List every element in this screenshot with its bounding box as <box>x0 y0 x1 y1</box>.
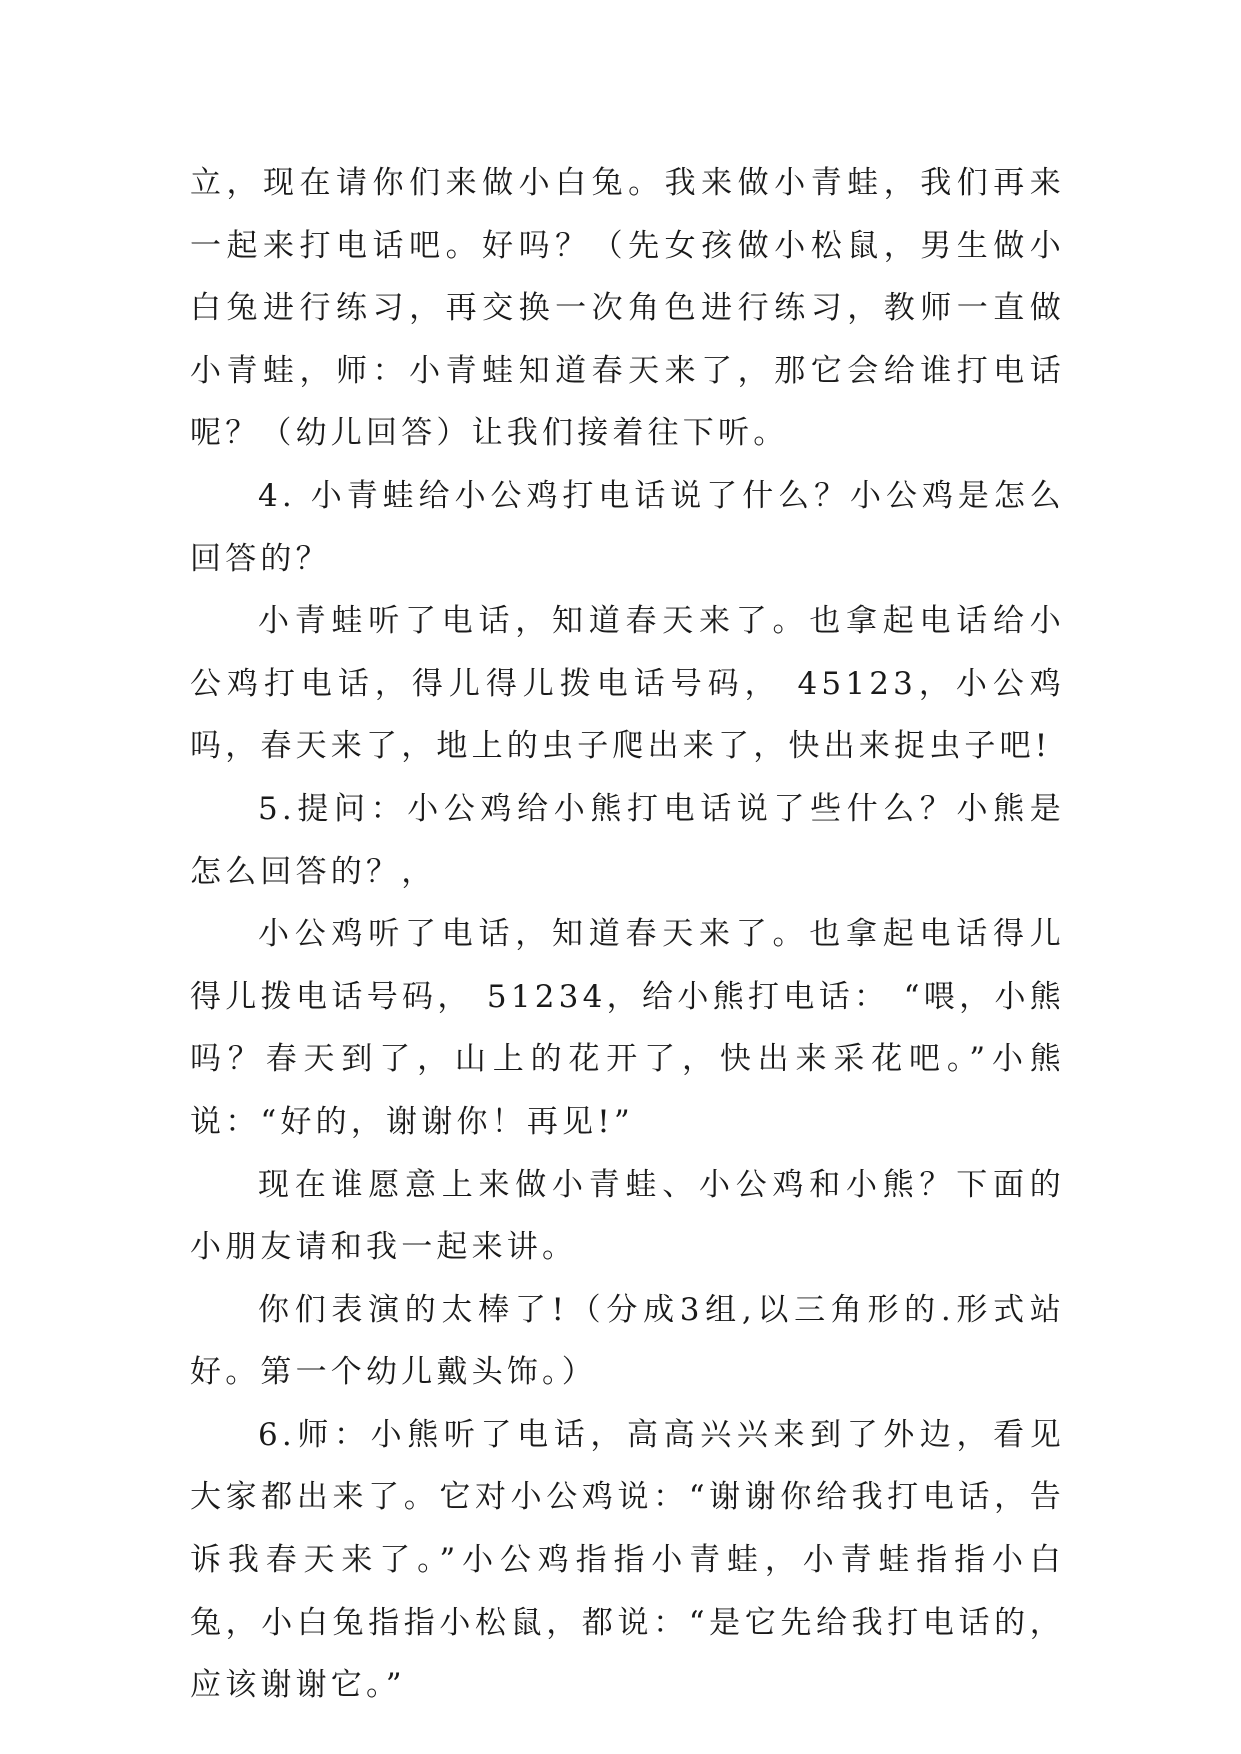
paragraph-rooster-calls-bear: 小公鸡听了电话，知道春天来了。也拿起电话得儿得儿拨电话号码， 51234，给小熊打电话： “喂，小熊吗？春天到了，山上的花开了，快出来采花吧。”小熊说：“好的，谢谢你！再见!” <box>190 916 1065 1140</box>
paragraph-frog-calls-rooster: 小青蛙听了电话，知道春天来了。也拿起电话给小公鸡打电话，得儿得儿拨电话号码， 45123，小公鸡吗，春天来了，地上的虫子爬出来了，快出来捉虫子吧! <box>190 603 1065 765</box>
paragraph-group-arrangement: 你们表演的太棒了!（分成3组,以三角形的.形式站好。第一个幼儿戴头饰。） <box>190 1291 1065 1391</box>
paragraph-step-5-question: 5.提问：小公鸡给小熊打电话说了些什么？小熊是怎么回答的？， <box>190 790 1065 890</box>
document-page <box>190 152 1065 1717</box>
paragraph-step-4-question: 4. 小青蛙给小公鸡打电话说了什么？小公鸡是怎么回答的？ <box>190 477 1065 577</box>
paragraph-role-play-invite: 现在谁愿意上来做小青蛙、小公鸡和小熊？下面的小朋友请和我一起来讲。 <box>190 1166 1065 1266</box>
paragraph-step-6-bear: 6.师：小熊听了电话，高高兴兴来到了外边，看见大家都出来了。它对小公鸡说：“谢谢你给我打电话，告诉我春天来了。”小公鸡指指小青蛙，小青蛙指指小白兔，小白兔指指小松鼠，都说：“是它先给我打电话的，应该谢谢它。” <box>190 1416 1065 1704</box>
paragraph-continuation: 立，现在请你们来做小白兔。我来做小青蛙，我们再来一起来打电话吧。好吗？（先女孩做小松鼠，男生做小白兔进行练习，再交换一次角色进行练习，教师一直做小青蛙，师：小青蛙知道春天来了，那它会给谁打电话呢？（幼儿回答）让我们接着往下听。 <box>190 165 1065 452</box>
